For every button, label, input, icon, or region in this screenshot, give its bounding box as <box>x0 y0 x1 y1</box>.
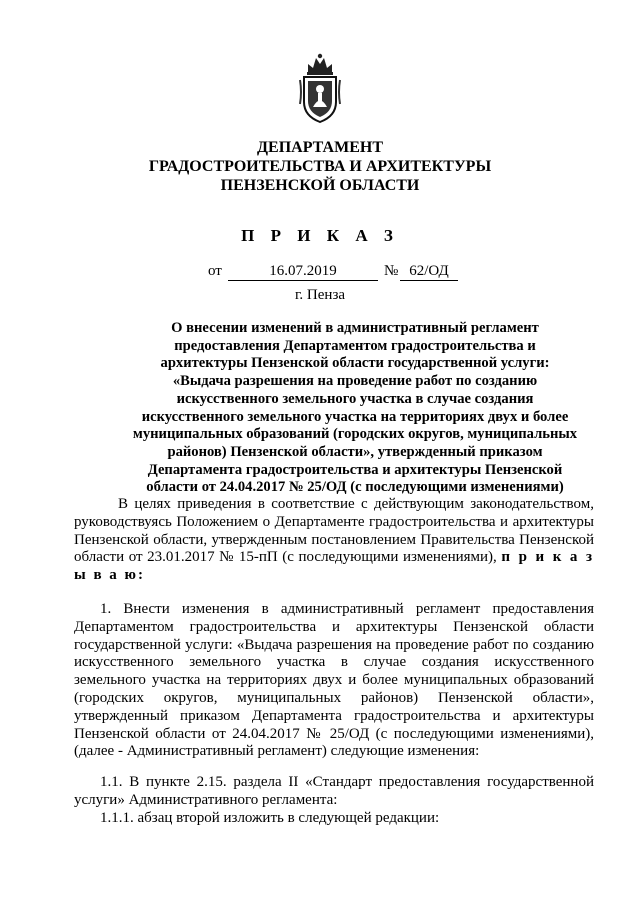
department-header <box>70 138 570 195</box>
preamble-paragraph <box>74 496 594 585</box>
order-number: 62/ОД <box>400 263 458 281</box>
department-line-3: ПЕНЗЕНСКОЙ ОБЛАСТИ <box>220 177 420 194</box>
order-details <box>0 263 640 283</box>
order-from-label: от <box>208 263 222 279</box>
order-subject-text: О внесении изменений в административный регламент предоставления Департаментом градостроительства и архитектуры Пензенской области государственной услуги: «Выдача разрешения на проведение работ по созданию искусственного земельного участка в случае создания искусственного земельного участка на территориях двух и более муниципальных образований (городских округов, муниципальных районов) Пензенской области», утвержденный приказом Департамента градостроительства и архитектуры Пензенской области от 24.04.2017 № 25/ОД (с последующими изменениями) <box>132 320 578 496</box>
document-type-title: П Р И К А З <box>241 226 399 245</box>
decree-word: п р и к а з ы в а ю: <box>74 549 594 584</box>
coat-of-arms-icon <box>298 52 342 124</box>
department-line-2: ГРАДОСТРОИТЕЛЬСТВА И АРХИТЕКТУРЫ <box>148 158 492 175</box>
item-1-paragraph: 1. Внести изменения в административный регламент предоставления Департаментом градостроительства и архитектуры Пензенской области государственной услуги: «Выдача разрешения на проведение работ по созданию искусственного земельного участка в случае создания искусственного земельного участка на территориях двух и более муниципальных образований (городских округов, муниципальных районов) Пензенской области», утвержденный приказом Департамента градостроительства и архитектуры Пензенской области от 24.04.2017 № 25/ОД (с последующими изменениями), (далее - Административный регламент) следующие изменения: <box>74 601 594 760</box>
order-date: 16.07.2019 <box>228 263 378 281</box>
item-1-1-paragraph: 1.1. В пункте 2.15. раздела II «Стандарт предоставления государственной услуги» Административного регламента: <box>74 774 594 808</box>
city: г. Пенза <box>294 287 346 303</box>
order-number-label: № <box>384 263 399 279</box>
department-line-1: ДЕПАРТАМЕНТ <box>257 139 383 156</box>
preamble-text: В целях приведения в соответствие с действующим законодательством, руководствуясь Положением о Департаменте градостроительства и архитектуры Пензенской области, утвержденным постановлением Правительства Пензенской области от 23.01.2017 № 15-пП (с последующими изменениями), <box>74 496 594 566</box>
order-subject <box>82 320 580 497</box>
item-1-1-1-paragraph: 1.1.1. абзац второй изложить в следующей редакции: <box>100 810 440 826</box>
